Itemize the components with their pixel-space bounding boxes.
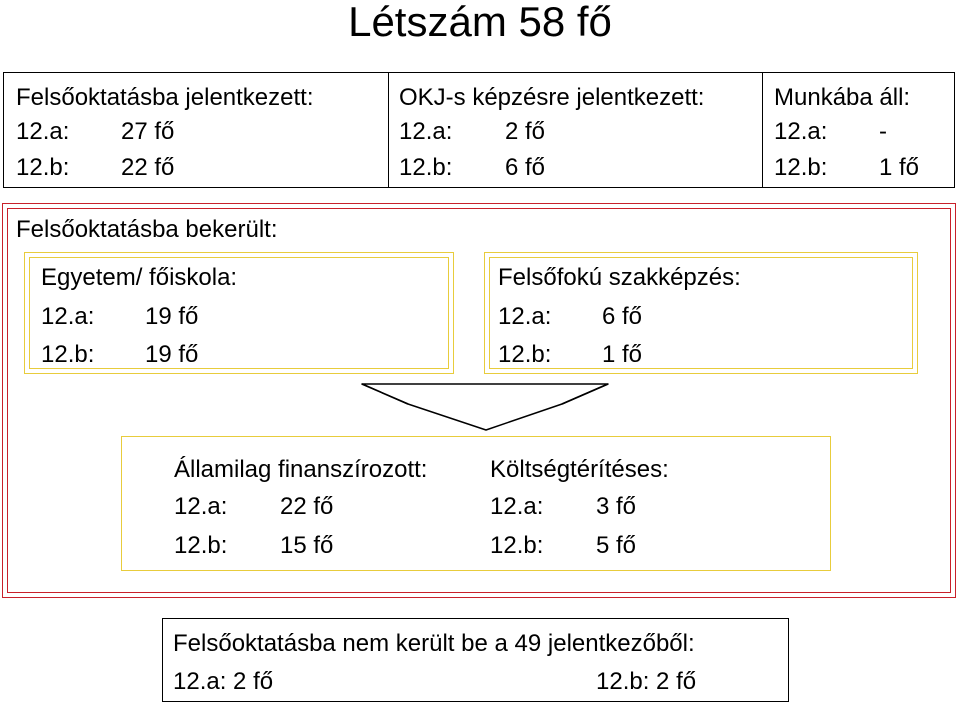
down-arrow-icon <box>360 382 610 434</box>
page-title <box>0 0 960 46</box>
applied-okj-b-value: 6 fő <box>505 154 546 181</box>
not-admitted-heading: Felsőoktatásba nem került be a 49 jelentkezőből: <box>173 630 695 657</box>
university-b-value: 19 fő <box>145 341 199 368</box>
applied-okj-b-label: 12.b: <box>399 154 453 181</box>
applied-higher-ed-a-value: 27 fő <box>121 118 175 145</box>
university-a-label: 12.a: <box>41 303 95 330</box>
working-b-value: 1 fő <box>879 154 920 181</box>
state-funded-b-value: 15 fő <box>280 532 334 559</box>
applied-higher-ed-heading: Felsőoktatásba jelentkezett: <box>16 84 314 111</box>
top-panel-divider-2 <box>762 72 763 188</box>
vocational-a-label: 12.a: <box>498 303 552 330</box>
vocational-b-value: 1 fő <box>602 341 643 368</box>
university-heading: Egyetem/ főiskola: <box>41 264 238 291</box>
working-a-label: 12.a: <box>774 118 828 145</box>
vocational-a-value: 6 fő <box>602 303 643 330</box>
working-heading: Munkába áll: <box>774 84 911 111</box>
working-b-label: 12.b: <box>774 154 828 181</box>
top-panel-divider-1 <box>388 72 389 188</box>
self-funded-b-label: 12.b: <box>490 532 544 559</box>
not-admitted-a: 12.a: 2 fő <box>173 668 274 695</box>
vocational-b-label: 12.b: <box>498 341 552 368</box>
state-funded-heading: Államilag finanszírozott: <box>174 456 428 483</box>
self-funded-a-value: 3 fő <box>596 493 637 520</box>
applied-okj-a-value: 2 fő <box>505 118 546 145</box>
applied-higher-ed-a-label: 12.a: <box>16 118 70 145</box>
working-a-value: - <box>879 118 887 145</box>
applied-higher-ed-b-label: 12.b: <box>16 154 70 181</box>
self-funded-b-value: 5 fő <box>596 532 637 559</box>
self-funded-a-label: 12.a: <box>490 493 544 520</box>
admitted-heading: Felsőoktatásba bekerült: <box>16 216 278 243</box>
university-a-value: 19 fő <box>145 303 199 330</box>
not-admitted-b: 12.b: 2 fő <box>596 668 697 695</box>
university-b-label: 12.b: <box>41 341 95 368</box>
state-funded-a-value: 22 fő <box>280 493 334 520</box>
state-funded-a-label: 12.a: <box>174 493 228 520</box>
state-funded-b-label: 12.b: <box>174 532 228 559</box>
title-text: Létszám 58 fő <box>348 0 612 45</box>
applied-okj-heading: OKJ-s képzésre jelentkezett: <box>399 84 705 111</box>
applied-higher-ed-b-value: 22 fő <box>121 154 175 181</box>
applied-okj-a-label: 12.a: <box>399 118 453 145</box>
vocational-heading: Felsőfokú szakképzés: <box>498 264 741 291</box>
self-funded-heading: Költségtérítéses: <box>490 456 669 483</box>
